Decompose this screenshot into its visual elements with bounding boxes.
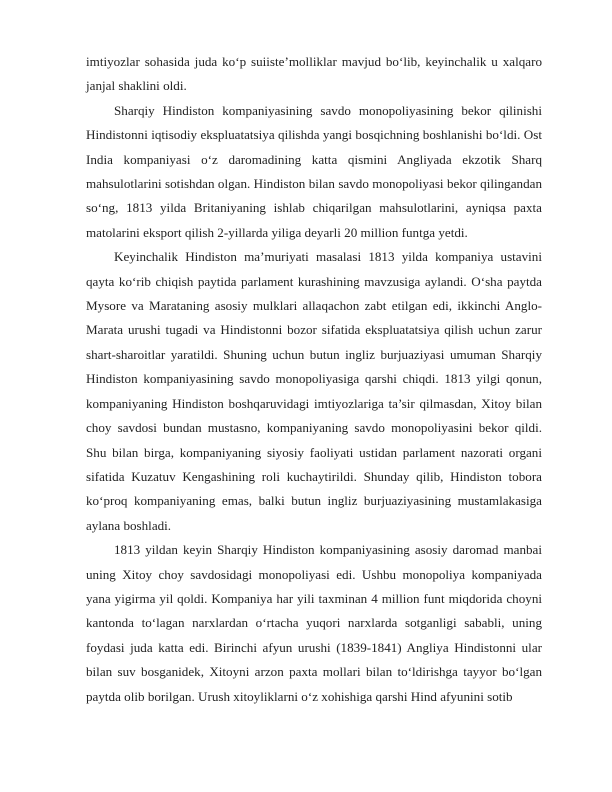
paragraph-monopoly-abolition: Sharqiy Hindiston kompaniyasining savdo monopoliyasining bekor qilinishi Hindistonni iqtisodiy ekspluatatsiya qilishda yangi bosqichning boshlanishi bo‘ldi. Ost India kompaniyasi o‘z daromadining katta qismini Angliyada ekzotik Sharq mahsulotlarini sotishdan olgan. Hindiston bilan savdo monopoliyasi bekor qilingandan so‘ng, 1813 yilda Britaniyaning ishlab chiqarilgan mahsulotlarini, ayniqsa paxta matolarini eksport qilish 2-yillarda yiliga deyarli 20 million funtga yetdi. xyxy=(86,102,542,240)
paragraph-continuation: imtiyozlar sohasida juda ko‘p suiiste’molliklar mavjud bo‘lib, keyinchalik u xalqaro janjal shaklini oldi. xyxy=(86,54,542,94)
paragraph-china-tea-trade: 1813 yildan keyin Sharqiy Hindiston kompaniyasining asosiy daromad manbai uning Xitoy choy savdosidagi monopoliyasi edi. Ushbu monopoliya kompaniyada yana yigirma yil qoldi. Kompaniya har yili taxminan 4 million funt miqdorida choyni kantonda to‘lagan narxlardan o‘rtacha yuqori narxlarda sotganligi sababli, uning foydasi juda katta edi. Birinchi afyun urushi (1839-1841) Angliya Hindistonni ular bilan suv bosganidek, Xitoyni arzon paxta mollari bilan to‘ldirishga tayyor bo‘lgan paytda olib borilgan. Urush xitoyliklarni o‘z xohishiga qarshi Hind afyunini sotib xyxy=(86,542,542,704)
document-page xyxy=(86,50,542,709)
paragraph-1813-charter: Keyinchalik Hindiston ma’muriyati masalasi 1813 yilda kompaniya ustavini qayta ko‘rib chiqish paytida parlament kurashining mavzusiga aylandi. O‘sha paytda Mysore va Marataning asosiy mulklari allaqachon zabt etilgan edi, ikkinchi Anglo-Marata urushi tugadi va Hindistonni bozor sifatida ekspluatatsiya qilish uchun zarur shart-sharoitlar yaratildi. Shuning uchun butun ingliz burjuaziyasi umuman Sharqiy Hindiston kompaniyasining savdo monopoliyasiga qarshi chiqdi. 1813 yilgi qonun, kompaniyaning Hindiston boshqaruvidagi imtiyozlariga ta’sir qilmasdan, Xitoy bilan choy savdosi bundan mustasno, kompaniyaning savdo monopoliyasini bekor qildi. Shu bilan birga, kompaniyaning siyosiy faoliyati ustidan parlament nazorati organi sifatida Kuzatuv Kengashining roli kuchaytirildi. Shunday qilib, Hindiston tobora ko‘proq kompaniyaning emas, balki butun ingliz burjuaziyasining mustamlakasiga aylana boshladi. xyxy=(86,249,542,533)
